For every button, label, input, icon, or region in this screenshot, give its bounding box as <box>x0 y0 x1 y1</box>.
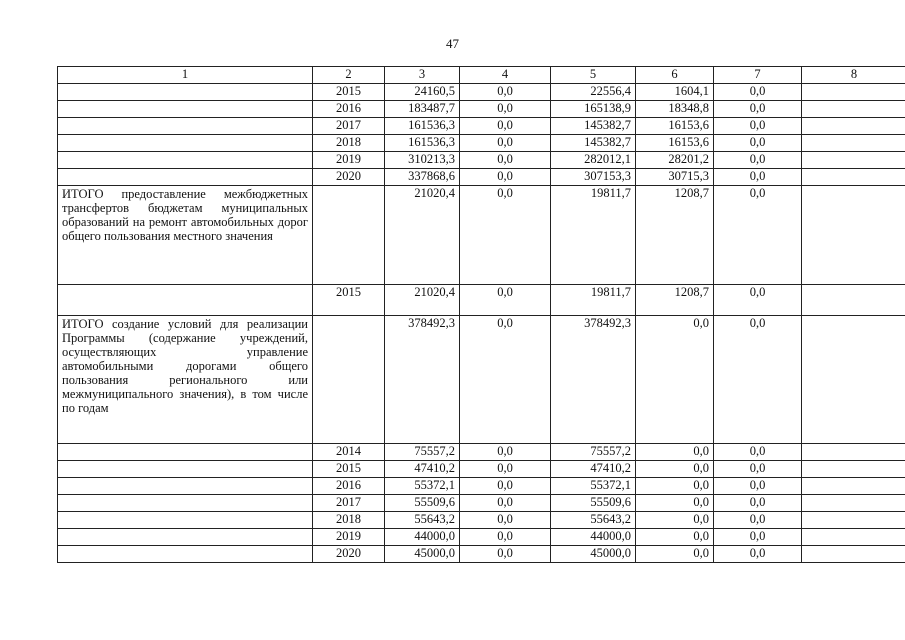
col3-cell: 337868,6 <box>385 169 460 186</box>
col5-cell: 282012,1 <box>551 152 636 169</box>
col8-cell <box>802 461 905 478</box>
year-cell: 2018 <box>313 135 385 152</box>
col8-cell <box>802 84 905 101</box>
year-cell: 2018 <box>313 512 385 529</box>
budget-table-body <box>58 67 905 563</box>
year-cell: 2017 <box>313 118 385 135</box>
col8-cell <box>802 186 905 285</box>
col7-cell: 0,0 <box>714 135 802 152</box>
col5-cell: 19811,7 <box>551 285 636 316</box>
col5-cell: 22556,4 <box>551 84 636 101</box>
col7-cell: 0,0 <box>714 478 802 495</box>
table-row <box>58 186 905 285</box>
col3-cell: 75557,2 <box>385 444 460 461</box>
col3-cell: 183487,7 <box>385 101 460 118</box>
year-cell: 2019 <box>313 152 385 169</box>
table-row <box>58 285 905 316</box>
col6-cell: 1604,1 <box>636 84 714 101</box>
col6-cell: 18348,8 <box>636 101 714 118</box>
col7-cell: 0,0 <box>714 152 802 169</box>
col6-cell: 0,0 <box>636 529 714 546</box>
col8-cell <box>802 169 905 186</box>
col8-cell <box>802 546 905 563</box>
col6-cell: 0,0 <box>636 495 714 512</box>
col4-cell: 0,0 <box>460 186 551 285</box>
description-cell <box>58 461 313 478</box>
table-row <box>58 478 905 495</box>
col7-cell: 0,0 <box>714 512 802 529</box>
year-cell: 2015 <box>313 84 385 101</box>
col3-cell: 378492,3 <box>385 316 460 444</box>
col3-cell: 161536,3 <box>385 118 460 135</box>
col5-cell: 47410,2 <box>551 461 636 478</box>
col4-cell: 0,0 <box>460 478 551 495</box>
col6-cell: 0,0 <box>636 512 714 529</box>
year-cell: 2016 <box>313 478 385 495</box>
col5-cell: 55372,1 <box>551 478 636 495</box>
description-cell: ИТОГО создание условий для реализации Программы (содержание учреждений, осуществляющих управление автомобильными дорогами общего пользования регионального или межмуниципального значения), в том числе по годам <box>58 316 313 444</box>
description-cell <box>58 118 313 135</box>
table-row <box>58 118 905 135</box>
col3-cell: 55372,1 <box>385 478 460 495</box>
col8-cell <box>802 285 905 316</box>
col5-cell: 44000,0 <box>551 529 636 546</box>
header-cell-2: 2 <box>313 67 385 84</box>
description-cell <box>58 169 313 186</box>
col4-cell: 0,0 <box>460 546 551 563</box>
col4-cell: 0,0 <box>460 101 551 118</box>
col8-cell <box>802 512 905 529</box>
header-cell-6: 6 <box>636 67 714 84</box>
year-cell: 2015 <box>313 461 385 478</box>
header-cell-1: 1 <box>58 67 313 84</box>
col5-cell: 378492,3 <box>551 316 636 444</box>
col6-cell: 0,0 <box>636 316 714 444</box>
description-cell <box>58 135 313 152</box>
description-cell <box>58 444 313 461</box>
header-cell-5: 5 <box>551 67 636 84</box>
year-cell: 2014 <box>313 444 385 461</box>
col4-cell: 0,0 <box>460 512 551 529</box>
col6-cell: 16153,6 <box>636 118 714 135</box>
col4-cell: 0,0 <box>460 316 551 444</box>
col8-cell <box>802 495 905 512</box>
col3-cell: 310213,3 <box>385 152 460 169</box>
col7-cell: 0,0 <box>714 546 802 563</box>
description-cell <box>58 84 313 101</box>
col8-cell <box>802 135 905 152</box>
col6-cell: 30715,3 <box>636 169 714 186</box>
table-row <box>58 444 905 461</box>
col4-cell: 0,0 <box>460 135 551 152</box>
col8-cell <box>802 444 905 461</box>
header-cell-7: 7 <box>714 67 802 84</box>
col4-cell: 0,0 <box>460 118 551 135</box>
description-cell: ИТОГО предоставление межбюджетных трансфертов бюджетам муниципальных образований на ремонт автомобильных дорог общего пользования местного значения <box>58 186 313 285</box>
col8-cell <box>802 529 905 546</box>
table-row <box>58 101 905 118</box>
col7-cell: 0,0 <box>714 285 802 316</box>
col5-cell: 307153,3 <box>551 169 636 186</box>
table-row <box>58 512 905 529</box>
col7-cell: 0,0 <box>714 118 802 135</box>
col8-cell <box>802 152 905 169</box>
col7-cell: 0,0 <box>714 101 802 118</box>
col7-cell: 0,0 <box>714 529 802 546</box>
header-cell-8: 8 <box>802 67 905 84</box>
col3-cell: 47410,2 <box>385 461 460 478</box>
col7-cell: 0,0 <box>714 316 802 444</box>
col8-cell <box>802 118 905 135</box>
col6-cell: 0,0 <box>636 444 714 461</box>
col8-cell <box>802 478 905 495</box>
table-header-row <box>58 67 905 84</box>
budget-table <box>57 66 905 563</box>
col4-cell: 0,0 <box>460 444 551 461</box>
col3-cell: 161536,3 <box>385 135 460 152</box>
col7-cell: 0,0 <box>714 169 802 186</box>
col4-cell: 0,0 <box>460 152 551 169</box>
col7-cell: 0,0 <box>714 84 802 101</box>
col6-cell: 28201,2 <box>636 152 714 169</box>
col6-cell: 0,0 <box>636 461 714 478</box>
year-cell: 2019 <box>313 529 385 546</box>
col5-cell: 145382,7 <box>551 118 636 135</box>
col6-cell: 16153,6 <box>636 135 714 152</box>
col3-cell: 24160,5 <box>385 84 460 101</box>
header-cell-3: 3 <box>385 67 460 84</box>
table-row <box>58 461 905 478</box>
col7-cell: 0,0 <box>714 186 802 285</box>
col4-cell: 0,0 <box>460 169 551 186</box>
table-row <box>58 529 905 546</box>
year-cell: 2016 <box>313 101 385 118</box>
table-row <box>58 84 905 101</box>
col5-cell: 55509,6 <box>551 495 636 512</box>
page-number: 47 <box>446 36 459 51</box>
col6-cell: 0,0 <box>636 478 714 495</box>
description-cell <box>58 478 313 495</box>
description-cell <box>58 152 313 169</box>
col5-cell: 45000,0 <box>551 546 636 563</box>
col3-cell: 45000,0 <box>385 546 460 563</box>
description-cell <box>58 529 313 546</box>
table-row <box>58 546 905 563</box>
description-cell <box>58 285 313 316</box>
table-row <box>58 316 905 444</box>
description-cell <box>58 495 313 512</box>
col3-cell: 55643,2 <box>385 512 460 529</box>
col6-cell: 1208,7 <box>636 186 714 285</box>
col5-cell: 19811,7 <box>551 186 636 285</box>
year-cell: 2015 <box>313 285 385 316</box>
col3-cell: 44000,0 <box>385 529 460 546</box>
col5-cell: 55643,2 <box>551 512 636 529</box>
year-cell <box>313 316 385 444</box>
table-row <box>58 169 905 186</box>
col4-cell: 0,0 <box>460 495 551 512</box>
col3-cell: 55509,6 <box>385 495 460 512</box>
table-row <box>58 152 905 169</box>
col7-cell: 0,0 <box>714 444 802 461</box>
col8-cell <box>802 101 905 118</box>
year-cell: 2020 <box>313 546 385 563</box>
header-cell-4: 4 <box>460 67 551 84</box>
col3-cell: 21020,4 <box>385 186 460 285</box>
col5-cell: 165138,9 <box>551 101 636 118</box>
col4-cell: 0,0 <box>460 461 551 478</box>
col6-cell: 0,0 <box>636 546 714 563</box>
col8-cell <box>802 316 905 444</box>
year-cell: 2017 <box>313 495 385 512</box>
col6-cell: 1208,7 <box>636 285 714 316</box>
table-row <box>58 135 905 152</box>
col4-cell: 0,0 <box>460 84 551 101</box>
col3-cell: 21020,4 <box>385 285 460 316</box>
col4-cell: 0,0 <box>460 529 551 546</box>
description-cell <box>58 546 313 563</box>
col7-cell: 0,0 <box>714 461 802 478</box>
col7-cell: 0,0 <box>714 495 802 512</box>
year-cell <box>313 186 385 285</box>
col4-cell: 0,0 <box>460 285 551 316</box>
description-cell <box>58 101 313 118</box>
col5-cell: 145382,7 <box>551 135 636 152</box>
table-row <box>58 495 905 512</box>
year-cell: 2020 <box>313 169 385 186</box>
col5-cell: 75557,2 <box>551 444 636 461</box>
description-cell <box>58 512 313 529</box>
